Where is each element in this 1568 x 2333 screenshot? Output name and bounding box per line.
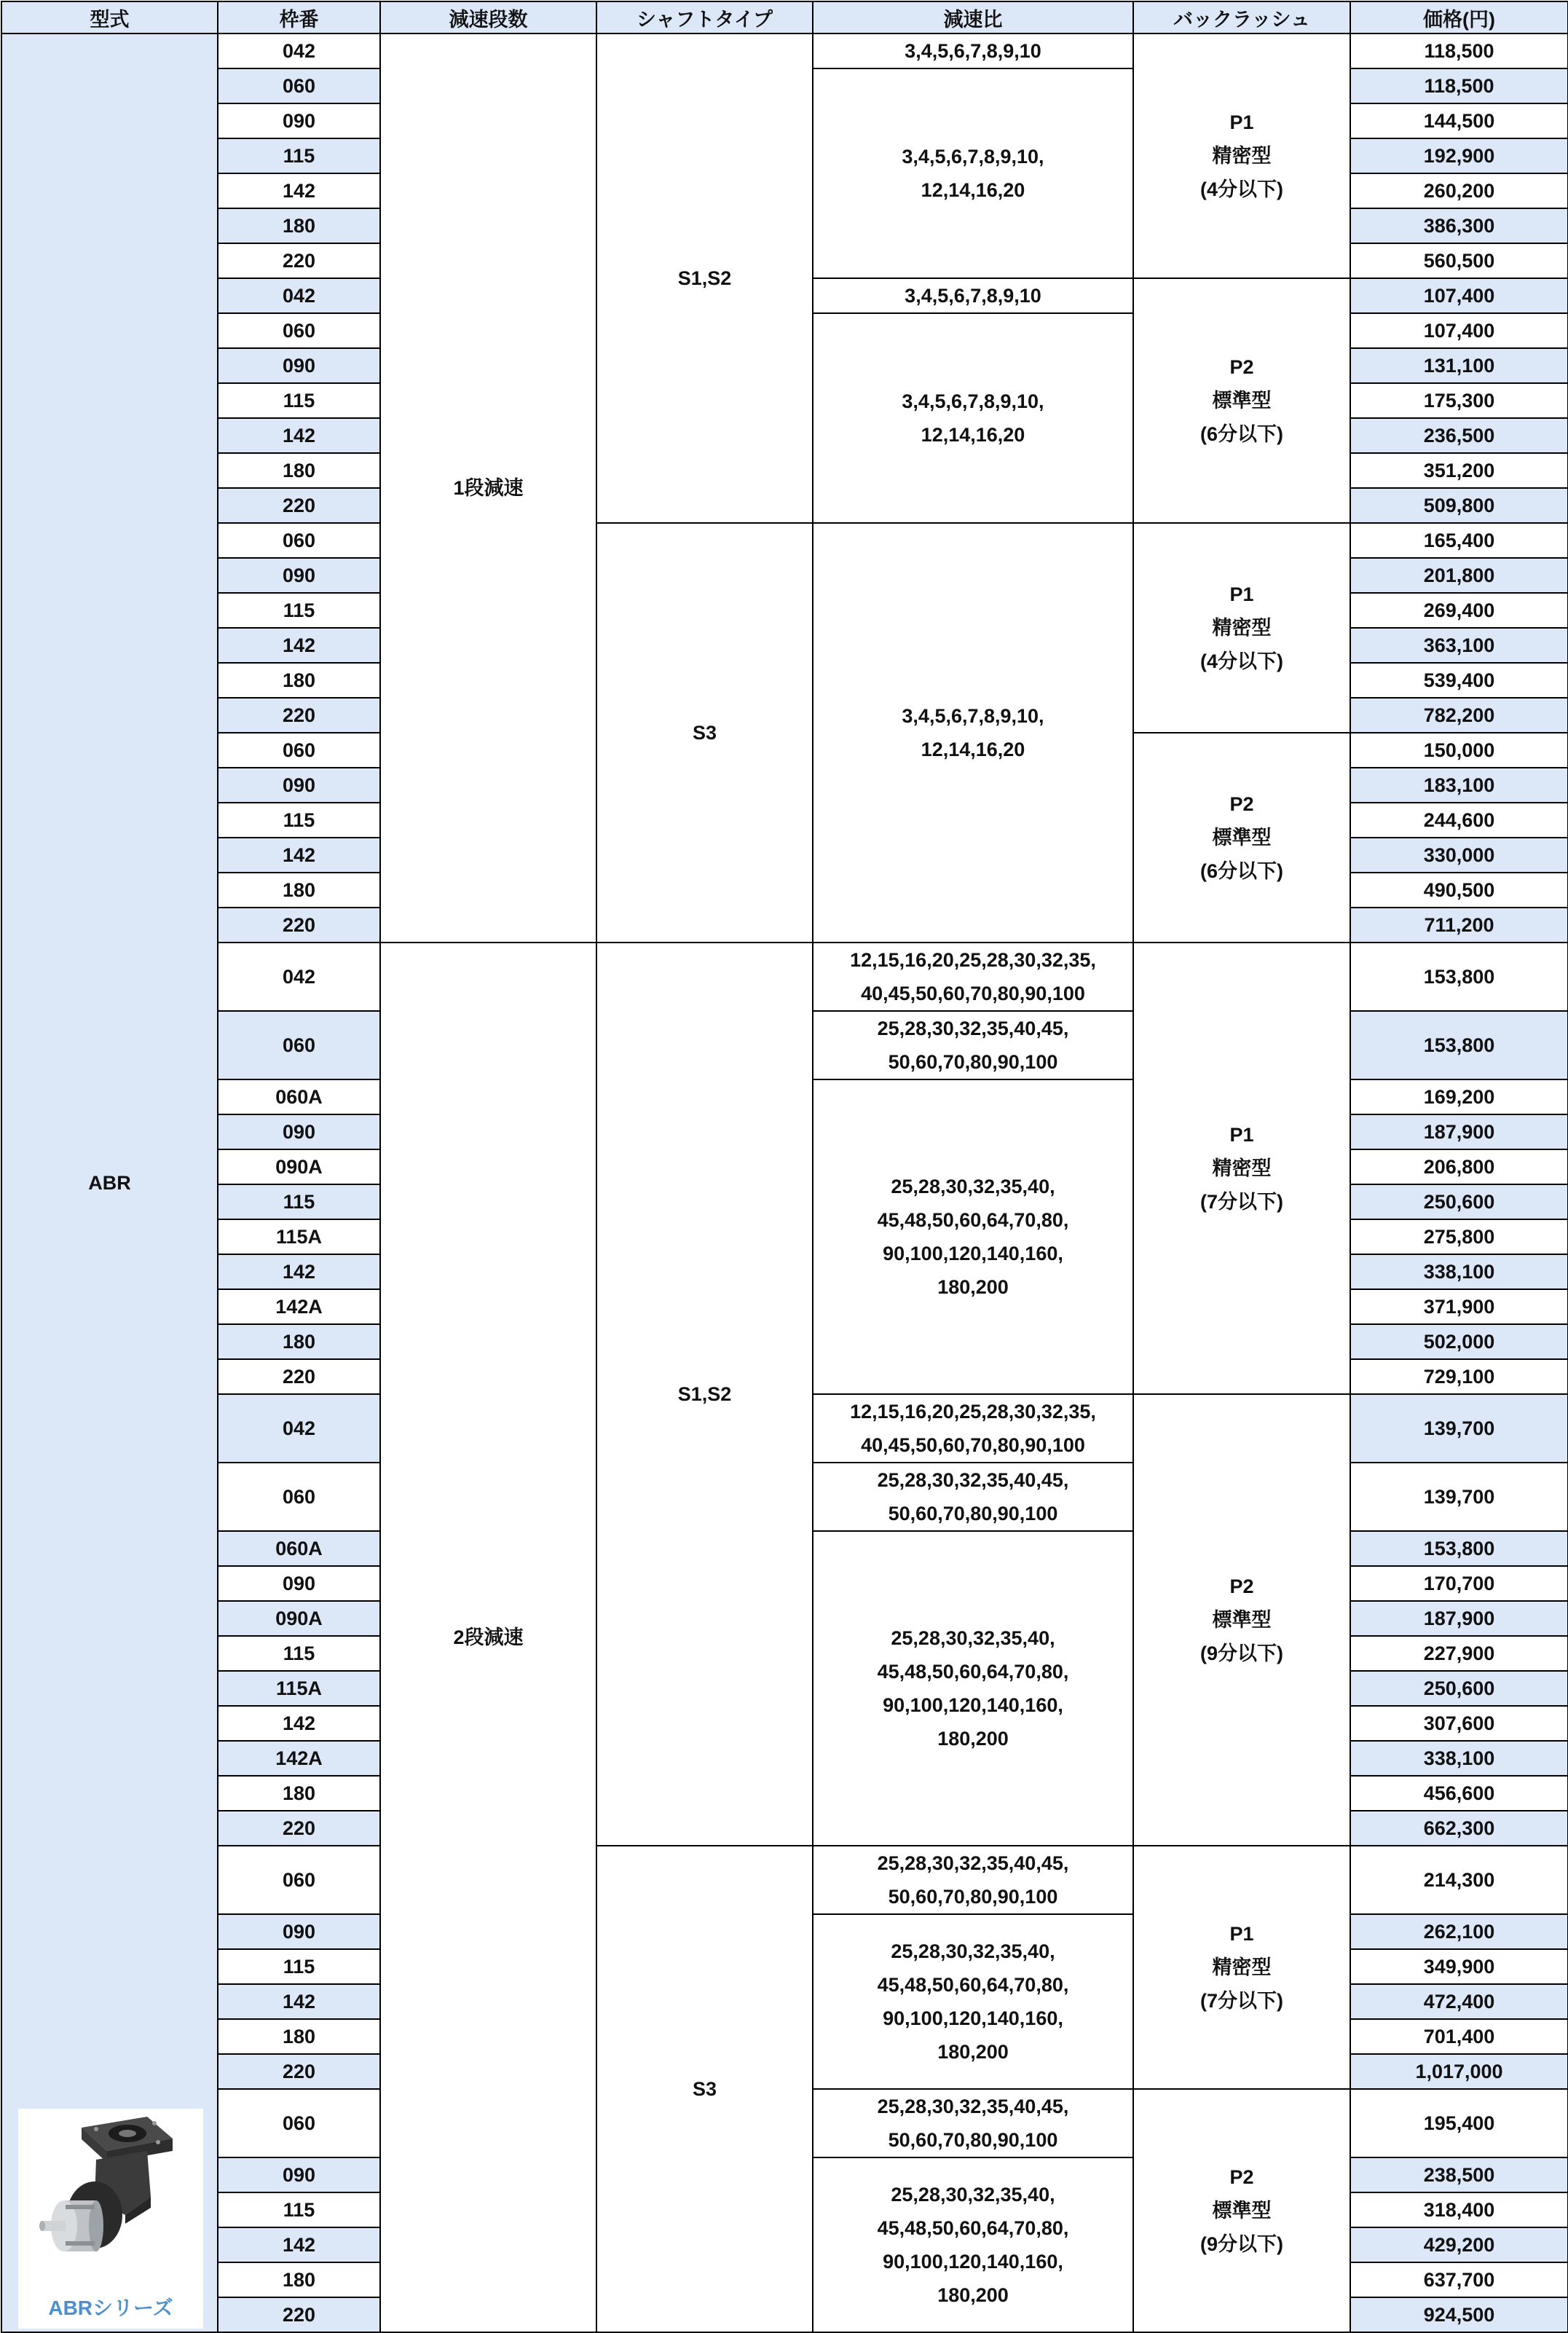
backlash-code: P1 xyxy=(1229,1124,1254,1146)
frame-cell: 115 xyxy=(218,1636,380,1671)
price-cell: 153,800 xyxy=(1350,1011,1568,1079)
price-cell: 924,500 xyxy=(1350,2297,1568,2332)
ratio-cell xyxy=(813,68,1133,278)
ratio-line: 12,15,16,20,25,28,30,32,35, xyxy=(850,1401,1096,1423)
frame-cell: 142 xyxy=(218,1254,380,1289)
ratio-line: 25,28,30,32,35,40,45, xyxy=(877,2096,1069,2117)
ratio-line: 50,60,70,80,90,100 xyxy=(888,1503,1058,1524)
frame-cell: 115A xyxy=(218,1219,380,1254)
header-price: 価格(円) xyxy=(1350,1,1568,34)
backlash-cell xyxy=(1133,523,1350,733)
price-cell: 429,200 xyxy=(1350,2227,1568,2262)
frame-cell: 060A xyxy=(218,1531,380,1566)
frame-cell: 060 xyxy=(218,1846,380,1914)
price-cell: 472,400 xyxy=(1350,1984,1568,2019)
frame-cell: 115 xyxy=(218,1184,380,1219)
frame-cell: 115 xyxy=(218,138,380,173)
ratio-cell: 3,4,5,6,7,8,9,10 xyxy=(813,278,1133,313)
price-cell: 118,500 xyxy=(1350,68,1568,103)
price-cell: 244,600 xyxy=(1350,803,1568,838)
ratio-line: 25,28,30,32,35,40, xyxy=(891,1176,1055,1197)
frame-cell: 090 xyxy=(218,2157,380,2192)
frame-cell: 180 xyxy=(218,1776,380,1811)
ratio-line: 50,60,70,80,90,100 xyxy=(888,1051,1058,1073)
backlash-cell xyxy=(1133,34,1350,278)
backlash-value: (4分以下) xyxy=(1200,650,1283,672)
price-cell: 351,200 xyxy=(1350,453,1568,488)
price-cell: 338,100 xyxy=(1350,1254,1568,1289)
frame-cell: 220 xyxy=(218,1811,380,1846)
frame-cell: 115 xyxy=(218,593,380,628)
ratio-line: 12,14,16,20 xyxy=(921,739,1025,760)
frame-cell: 180 xyxy=(218,2019,380,2054)
frame-cell: 060 xyxy=(218,523,380,558)
backlash-cell xyxy=(1133,733,1350,943)
price-cell: 262,100 xyxy=(1350,1914,1568,1949)
gearbox-icon xyxy=(38,2113,184,2281)
price-cell: 250,600 xyxy=(1350,1671,1568,1706)
model-name: ABR xyxy=(88,1172,131,1194)
frame-cell: 042 xyxy=(218,278,380,313)
frame-cell: 090 xyxy=(218,348,380,383)
price-cell: 107,400 xyxy=(1350,278,1568,313)
ratio-line: 25,28,30,32,35,40,45, xyxy=(877,1852,1069,1874)
backlash-value: (7分以下) xyxy=(1200,1990,1283,2012)
frame-cell: 220 xyxy=(218,2297,380,2332)
header-model: 型式 xyxy=(1,1,218,34)
frame-cell: 142 xyxy=(218,628,380,663)
backlash-type: 標準型 xyxy=(1212,390,1272,412)
price-cell: 490,500 xyxy=(1350,873,1568,908)
frame-cell: 220 xyxy=(218,908,380,943)
frame-cell: 142 xyxy=(218,2227,380,2262)
frame-cell: 180 xyxy=(218,1324,380,1359)
ratio-cell xyxy=(813,2089,1133,2157)
backlash-value: (9分以下) xyxy=(1200,2233,1283,2255)
ratio-line: 3,4,5,6,7,8,9,10, xyxy=(902,390,1044,412)
price-cell: 144,500 xyxy=(1350,103,1568,138)
frame-cell: 142A xyxy=(218,1289,380,1324)
backlash-value: (6分以下) xyxy=(1200,423,1283,445)
frame-cell: 090A xyxy=(218,1601,380,1636)
frame-cell: 090 xyxy=(218,1114,380,1149)
stages-cell-2: 2段減速 xyxy=(380,943,596,2332)
price-cell: 662,300 xyxy=(1350,1811,1568,1846)
frame-cell: 090 xyxy=(218,1566,380,1601)
shaft-cell-s12-a: S1,S2 xyxy=(596,34,813,523)
price-cell: 1,017,000 xyxy=(1350,2054,1568,2089)
ratio-cell xyxy=(813,1531,1133,1846)
backlash-type: 精密型 xyxy=(1212,617,1272,639)
backlash-code: P2 xyxy=(1229,356,1254,378)
ratio-cell xyxy=(813,1463,1133,1531)
frame-cell: 115A xyxy=(218,1671,380,1706)
price-cell: 711,200 xyxy=(1350,908,1568,943)
frame-cell: 115 xyxy=(218,2192,380,2227)
ratio-line: 90,100,120,140,160, xyxy=(883,2251,1063,2273)
ratio-line: 3,4,5,6,7,8,9,10, xyxy=(902,146,1044,168)
price-cell: 227,900 xyxy=(1350,1636,1568,1671)
header-backlash: バックラッシュ xyxy=(1133,1,1350,34)
price-cell: 165,400 xyxy=(1350,523,1568,558)
price-cell: 275,800 xyxy=(1350,1219,1568,1254)
backlash-type: 精密型 xyxy=(1212,145,1272,167)
price-cell: 238,500 xyxy=(1350,2157,1568,2192)
price-cell: 307,600 xyxy=(1350,1706,1568,1741)
frame-cell: 115 xyxy=(218,803,380,838)
price-cell: 139,700 xyxy=(1350,1463,1568,1531)
price-cell: 250,600 xyxy=(1350,1184,1568,1219)
price-cell: 192,900 xyxy=(1350,138,1568,173)
ratio-cell xyxy=(813,1079,1133,1394)
backlash-code: P2 xyxy=(1229,1575,1254,1597)
frame-cell: 060 xyxy=(218,1011,380,1079)
frame-cell: 220 xyxy=(218,1359,380,1394)
price-cell: 139,700 xyxy=(1350,1394,1568,1463)
price-cell: 502,000 xyxy=(1350,1324,1568,1359)
shaft-cell-s3-b: S3 xyxy=(596,1846,813,2332)
ratio-line: 25,28,30,32,35,40,45, xyxy=(877,1469,1069,1491)
ratio-cell: 3,4,5,6,7,8,9,10 xyxy=(813,34,1133,68)
price-cell: 131,100 xyxy=(1350,348,1568,383)
price-cell: 318,400 xyxy=(1350,2192,1568,2227)
frame-cell: 220 xyxy=(218,698,380,733)
ratio-line: 45,48,50,60,64,70,80, xyxy=(877,2217,1069,2239)
price-cell: 183,100 xyxy=(1350,768,1568,803)
price-cell: 371,900 xyxy=(1350,1289,1568,1324)
backlash-value: (7分以下) xyxy=(1200,1191,1283,1213)
ratio-line: 90,100,120,140,160, xyxy=(883,2007,1063,2029)
ratio-line: 180,200 xyxy=(937,1276,1009,1298)
ratio-cell xyxy=(813,1011,1133,1079)
backlash-code: P1 xyxy=(1229,583,1254,605)
backlash-cell xyxy=(1133,2089,1350,2332)
ratio-line: 25,28,30,32,35,40, xyxy=(891,1940,1055,1962)
backlash-type: 精密型 xyxy=(1212,1956,1272,1978)
table-row xyxy=(1,523,1568,558)
backlash-type: 標準型 xyxy=(1212,1609,1272,1631)
ratio-line: 12,14,16,20 xyxy=(921,179,1025,201)
frame-cell: 090 xyxy=(218,558,380,593)
price-cell: 175,300 xyxy=(1350,383,1568,418)
ratio-line: 180,200 xyxy=(937,2284,1009,2306)
price-cell: 170,700 xyxy=(1350,1566,1568,1601)
table-row xyxy=(1,34,1568,68)
ratio-line: 12,15,16,20,25,28,30,32,35, xyxy=(850,949,1096,971)
backlash-value: (4分以下) xyxy=(1200,178,1283,200)
ratio-line: 40,45,50,60,70,80,90,100 xyxy=(861,1434,1085,1456)
price-cell: 330,000 xyxy=(1350,838,1568,873)
frame-cell: 180 xyxy=(218,663,380,698)
frame-cell: 220 xyxy=(218,488,380,523)
ratio-line: 90,100,120,140,160, xyxy=(883,1694,1063,1716)
frame-cell: 060 xyxy=(218,1463,380,1531)
backlash-code: P2 xyxy=(1229,793,1254,815)
ratio-line: 50,60,70,80,90,100 xyxy=(888,1886,1058,1908)
table-row xyxy=(1,1846,1568,1914)
table-row xyxy=(1,943,1568,1011)
frame-cell: 220 xyxy=(218,243,380,278)
frame-cell: 142 xyxy=(218,418,380,453)
price-cell: 560,500 xyxy=(1350,243,1568,278)
price-cell: 539,400 xyxy=(1350,663,1568,698)
ratio-line: 25,28,30,32,35,40,45, xyxy=(877,1018,1069,1039)
frame-cell: 090A xyxy=(218,1149,380,1184)
backlash-cell xyxy=(1133,943,1350,1394)
shaft-cell-s12-b: S1,S2 xyxy=(596,943,813,1846)
price-cell: 386,300 xyxy=(1350,208,1568,243)
header-shaft: シャフトタイプ xyxy=(596,1,813,34)
price-cell: 782,200 xyxy=(1350,698,1568,733)
ratio-line: 3,4,5,6,7,8,9,10, xyxy=(902,705,1044,727)
product-image xyxy=(18,2109,203,2329)
ratio-cell xyxy=(813,1394,1133,1463)
price-cell: 187,900 xyxy=(1350,1601,1568,1636)
frame-cell: 060 xyxy=(218,68,380,103)
frame-cell: 142 xyxy=(218,1984,380,2019)
stages-cell-1: 1段減速 xyxy=(380,34,596,943)
frame-cell: 090 xyxy=(218,1914,380,1949)
price-cell: 363,100 xyxy=(1350,628,1568,663)
frame-cell: 142 xyxy=(218,1706,380,1741)
frame-cell: 060 xyxy=(218,313,380,348)
price-cell: 153,800 xyxy=(1350,1531,1568,1566)
price-cell: 201,800 xyxy=(1350,558,1568,593)
frame-cell: 042 xyxy=(218,943,380,1011)
price-cell: 236,500 xyxy=(1350,418,1568,453)
price-cell: 729,100 xyxy=(1350,1359,1568,1394)
header-stages: 減速段数 xyxy=(380,1,596,34)
frame-cell: 042 xyxy=(218,34,380,68)
ratio-cell xyxy=(813,1846,1133,1914)
ratio-line: 45,48,50,60,64,70,80, xyxy=(877,1661,1069,1683)
ratio-line: 180,200 xyxy=(937,1728,1009,1750)
frame-cell: 142 xyxy=(218,173,380,208)
price-cell: 107,400 xyxy=(1350,313,1568,348)
price-table xyxy=(1,1,1568,2333)
frame-cell: 180 xyxy=(218,453,380,488)
price-cell: 338,100 xyxy=(1350,1741,1568,1776)
backlash-code: P2 xyxy=(1229,2166,1254,2188)
frame-cell: 115 xyxy=(218,1949,380,1984)
header-frame: 枠番 xyxy=(218,1,380,34)
backlash-cell xyxy=(1133,278,1350,523)
ratio-cell xyxy=(813,943,1133,1011)
ratio-cell xyxy=(813,1914,1133,2089)
price-cell: 153,800 xyxy=(1350,943,1568,1011)
frame-cell: 115 xyxy=(218,383,380,418)
price-cell: 269,400 xyxy=(1350,593,1568,628)
frame-cell: 180 xyxy=(218,208,380,243)
ratio-cell xyxy=(813,2157,1133,2332)
ratio-line: 90,100,120,140,160, xyxy=(883,1243,1063,1264)
backlash-cell xyxy=(1133,1846,1350,2089)
price-cell: 260,200 xyxy=(1350,173,1568,208)
backlash-code: P1 xyxy=(1229,111,1254,133)
header-row xyxy=(1,1,1568,34)
price-cell: 150,000 xyxy=(1350,733,1568,768)
ratio-line: 45,48,50,60,64,70,80, xyxy=(877,1974,1069,1996)
backlash-cell xyxy=(1133,1394,1350,1846)
frame-cell: 142A xyxy=(218,1741,380,1776)
product-series-label: ABRシリーズ xyxy=(48,2297,173,2319)
frame-cell: 042 xyxy=(218,1394,380,1463)
model-cell xyxy=(1,34,218,2332)
backlash-value: (9分以下) xyxy=(1200,1642,1283,1664)
price-cell: 214,300 xyxy=(1350,1846,1568,1914)
ratio-line: 25,28,30,32,35,40, xyxy=(891,2184,1055,2206)
backlash-code: P1 xyxy=(1229,1923,1254,1945)
ratio-line: 25,28,30,32,35,40, xyxy=(891,1627,1055,1649)
price-cell: 701,400 xyxy=(1350,2019,1568,2054)
ratio-line: 180,200 xyxy=(937,2041,1009,2063)
backlash-type: 標準型 xyxy=(1212,827,1272,849)
ratio-cell xyxy=(813,523,1133,943)
ratio-line: 12,14,16,20 xyxy=(921,424,1025,446)
backlash-type: 標準型 xyxy=(1212,2200,1272,2222)
frame-cell: 060A xyxy=(218,1079,380,1114)
price-cell: 195,400 xyxy=(1350,2089,1568,2157)
price-cell: 169,200 xyxy=(1350,1079,1568,1114)
price-cell: 187,900 xyxy=(1350,1114,1568,1149)
frame-cell: 090 xyxy=(218,768,380,803)
price-cell: 206,800 xyxy=(1350,1149,1568,1184)
backlash-value: (6分以下) xyxy=(1200,860,1283,882)
frame-cell: 060 xyxy=(218,733,380,768)
frame-cell: 142 xyxy=(218,838,380,873)
backlash-type: 精密型 xyxy=(1212,1157,1272,1179)
frame-cell: 180 xyxy=(218,873,380,908)
ratio-line: 40,45,50,60,70,80,90,100 xyxy=(861,983,1085,1004)
price-cell: 637,700 xyxy=(1350,2262,1568,2297)
frame-cell: 060 xyxy=(218,2089,380,2157)
ratio-cell xyxy=(813,313,1133,523)
ratio-line: 45,48,50,60,64,70,80, xyxy=(877,1209,1069,1231)
frame-cell: 220 xyxy=(218,2054,380,2089)
price-cell: 349,900 xyxy=(1350,1949,1568,1984)
header-ratio: 減速比 xyxy=(813,1,1133,34)
ratio-line: 50,60,70,80,90,100 xyxy=(888,2129,1058,2151)
price-cell: 118,500 xyxy=(1350,34,1568,68)
price-cell: 456,600 xyxy=(1350,1776,1568,1811)
frame-cell: 090 xyxy=(218,103,380,138)
shaft-cell-s3-a: S3 xyxy=(596,523,813,943)
frame-cell: 180 xyxy=(218,2262,380,2297)
price-cell: 509,800 xyxy=(1350,488,1568,523)
